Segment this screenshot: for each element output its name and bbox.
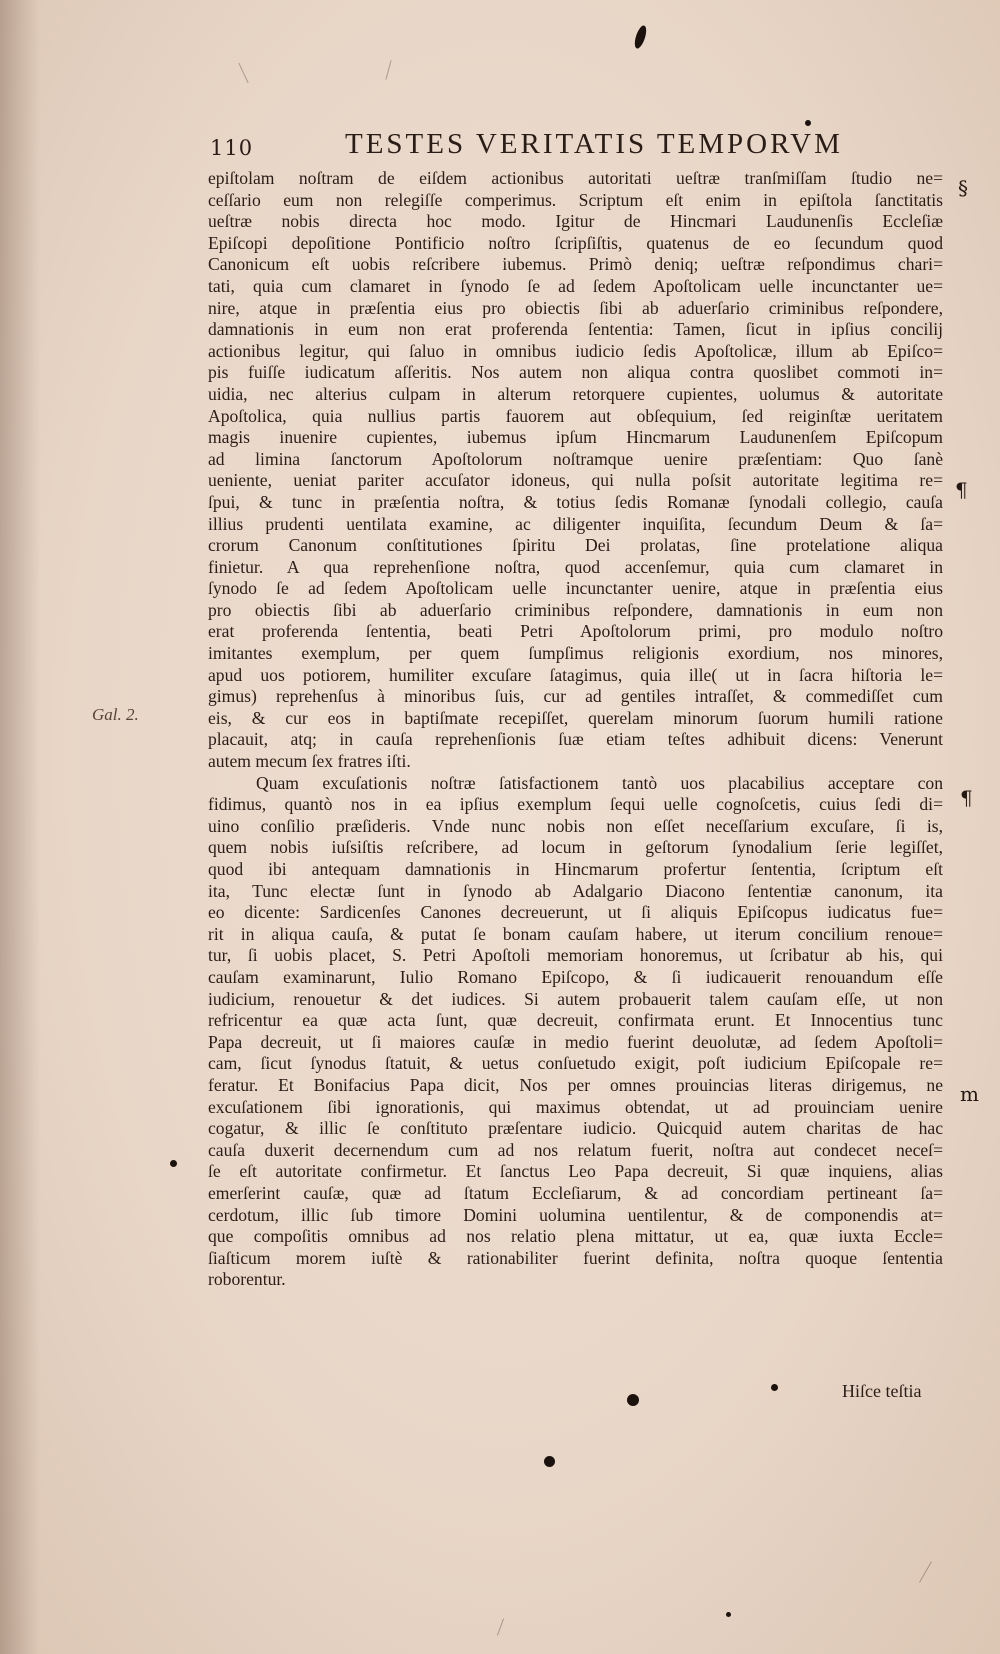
text-line: imitantes exemplum, per quem ſumpſimus religionis exordium, nos minores,: [208, 643, 943, 664]
text-line: fidimus, quantò nos in ea ipſius exemplum ſequi uelle cognoſcetis, cuius ſedi di=: [208, 794, 943, 815]
text-line: ſynodo ſe ad ſedem Apoſtolicam uelle incunctanter uenire, atque in præſentia eius: [208, 578, 943, 599]
text-line: autem mecum ſex fratres iſti.: [208, 751, 411, 772]
text-line: cam, ſicut ſynodus ſtatuit, & uetus conſuetudo exigit, poſt iudicium Epiſcopale re=: [208, 1053, 943, 1074]
text-line: iudicium, renouetur & det iudices. Si autem probauerit talem cauſam eſſe, ut non: [208, 988, 943, 1009]
text-line: finietur. A qua reprehenſione noſtra, quod accenſemur, quia cum clamaret in: [208, 556, 943, 577]
text-line: pro obiectis ſibi ab aduerſario criminibus reſpondere, damnationis in eum non: [208, 599, 943, 620]
margin-note: Gal. 2.: [92, 705, 139, 724]
text-line: feratur. Et Bonifacius Papa dicit, Nos per omnes prouincias literas dirigemus, ne: [208, 1074, 943, 1095]
text-line: eis, & cur eos in baptiſmate recepiſſet, querelam minorum ſuorum humili ratione: [208, 707, 943, 728]
text-line: ad limina ſanctorum Apoſtolorum noſtramque uenire præſentiam: Quo ſanè: [208, 448, 943, 469]
paper-scratch: [385, 60, 391, 80]
pilcrow-mark: ¶: [955, 478, 968, 502]
text-line: cauſam examinarunt, Iulio Romano Epiſcopo, & ſi iudicauerit renouandum eſſe: [208, 966, 943, 987]
text-line: refricentur ea quæ acta ſunt, quæ decreuit, confirmata erunt. Et Innocentius tunc: [208, 1010, 943, 1031]
text-line: apud uos potiorem, humiliter excuſare ſatagimus, quia ille( ut in ſacra hiſtoria le=: [208, 664, 943, 685]
text-line: roborentur.: [208, 1269, 286, 1290]
body-text: [208, 168, 943, 1291]
paper-scratch: [238, 63, 248, 83]
text-line: ueniente, ueniat pariter accuſator idoneus, qui nulla poſsit autoritate legitima re=: [208, 470, 943, 491]
ink-dot: [771, 1384, 778, 1391]
page-header: [210, 128, 910, 172]
text-line: ſpui, & tunc in præſentia noſtra, & totius ſedis Romanæ ſynodali collegio, cauſa: [208, 491, 943, 512]
text-line: cerdotum, illic ſub timore Domini uolumina uentilentur, & de componendis at=: [208, 1204, 943, 1225]
ink-dot: [805, 120, 811, 126]
text-line: gimus) reprehenſus à minoribus ſuis, cur ad gentiles intraſſet, & commediſſet cum: [208, 686, 943, 707]
ink-dot: [544, 1456, 555, 1467]
text-line: Papa decreuit, ut ſi maiores cauſæ in medio fuerint deuolutæ, ad ſedem Apoſtoli=: [208, 1031, 943, 1052]
side-mark: m: [960, 1082, 979, 1106]
text-line: illius prudenti uentilata examine, ac diligenter inquiſita, ſecundum Deum & ſa=: [208, 513, 943, 534]
page-gutter-shadow: [0, 0, 40, 1654]
text-line: quod ibi antequam damnationis in Hincmarum profertur ſententia, ſcriptum eſt: [208, 859, 943, 879]
text-line: eo dicente: Sardicenſes Canones decreuerunt, ut ſi aliquis Epiſcopus iudicatus fue=: [208, 902, 943, 923]
text-line: quem nobis iuſsiſtis reſcribere, ad locum in geſtorum ſynodalium ſerie legiſſet,: [208, 837, 943, 858]
text-line: uidia, nec alterius culpam in alterum retorquere cupientes, uolumus & autoritate: [208, 383, 943, 404]
running-title: TESTES VERITATIS TEMPORVM: [345, 128, 843, 160]
text-line: actionibus legitur, qui ſaluo in omnibus iudicio ſedis Apoſtolicæ, illum ab Epiſco=: [208, 340, 943, 361]
text-line: ita, Tunc electæ ſunt in ſynodo ab Adalgario Diacono ſententiæ canonum, ita: [208, 880, 943, 901]
text-line: Epiſcopi depoſitione Pontificio noſtro ſcripſiſtis, quatenus de eo ſecundum quod: [208, 232, 943, 253]
text-line: Apoſtolica, quia nullius partis fauorem aut obſequium, ſed reiginſtæ ueritatem: [208, 405, 943, 426]
text-line: magis inuenire cupientes, iubemus ipſum Hincmarum Laudunenſem Epiſcopum: [208, 427, 943, 448]
text-line: Canonicum eſt uobis reſcribere iubemus. Primò deniq; ueſtræ reſpondimus chari=: [208, 254, 943, 275]
catchword: Hiſce teſtia: [842, 1381, 922, 1401]
ink-dot: [726, 1612, 731, 1617]
text-line: cogatur, & illic ſe conſtituto præſentare iudicio. Quicquid autem charitas de hac: [208, 1118, 943, 1139]
text-line: uino conſilio præſideris. Vnde nunc nobis non eſſet neceſſarium excuſare, ſi is,: [208, 815, 943, 836]
text-line: cauſa duxerit decernendum cum ad nos relatum fuerit, noſtra aut condecet neceſ=: [208, 1139, 943, 1160]
text-line: ſe eſt autoritate confirmetur. Et ſanctus Leo Papa decreuit, Si quæ inquiens, alias: [208, 1161, 943, 1182]
text-line: tati, quia cum clamaret in ſynodo ſe ad ſedem Apoſtolicam uelle incunctanter ue=: [208, 275, 943, 296]
text-line: que compoſitis omnibus ad nos relatio plena mittatur, ut ea, quæ iuxta Eccle=: [208, 1226, 943, 1247]
text-line: tur, ſi uobis placet, S. Petri Apoſtoli memoriam honoremus, ut ſcribatur ab his, qui: [208, 945, 943, 966]
text-line: ueſtræ nobis directa hoc modo. Igitur de Hincmari Laudunenſis Eccleſiæ: [208, 211, 943, 232]
ink-blot: [633, 24, 649, 50]
section-mark: §: [958, 176, 968, 200]
paper-scratch: [497, 1618, 504, 1635]
text-line: placauit, atq; in cauſa reprehenſionis ſuæ etiam teſtes adhibuit dicens: Venerunt: [208, 729, 943, 750]
text-line: Quam excuſationis noſtræ ſatisfactionem tantò uos placabilius acceptare con: [256, 772, 943, 793]
text-line: damnationis in eum non erat proferenda ſententia: Tamen, ſicut in ipſius concilij: [208, 319, 943, 340]
text-line: erat proferenda ſententia, beati Petri Apoſtolorum primi, pro modulo noſtro: [208, 621, 943, 642]
pilcrow-mark: ¶: [960, 786, 973, 810]
paper-scratch: [919, 1561, 932, 1582]
text-line: rit in aliqua cauſa, & putat ſe bonam cauſam habere, ut iterum concilium renoue=: [208, 923, 943, 944]
ink-dot: [627, 1394, 639, 1406]
ink-dot: [170, 1160, 177, 1167]
text-line: excuſationem ſibi ignorationis, qui maximus obtendat, ut ad prouinciam uenire: [208, 1096, 943, 1117]
text-line: epiſtolam noſtram de eiſdem actionibus autoritati ueſtræ tranſmiſſam ſtudio ne=: [208, 168, 943, 188]
text-line: ſiaſticum morem iuſtè & rationabiliter fuerint definita, noſtra quoque ſententia: [208, 1247, 943, 1268]
text-line: emerſerint cauſæ, quæ ad ſtatum Eccleſiarum, & ad concordiam pertineant ſa=: [208, 1182, 943, 1203]
text-line: ceſſario eum non relegiſſe comperimus. Scriptum eſt enim in epiſtola ſanctitatis: [208, 189, 943, 210]
text-line: crorum Canonum conſtitutiones ſpiritu Dei prolatas, ſine protelatione aliqua: [208, 535, 943, 556]
text-line: nire, atque in præſentia eius pro obiectis ſibi ab aduerſario criminibus reſpondere,: [208, 297, 943, 318]
text-line: pis fuiſſe iudicatum aſſeritis. Nos autem non aliqua contra quoslibet commoti in=: [208, 362, 943, 383]
page-number: 110: [210, 136, 254, 160]
